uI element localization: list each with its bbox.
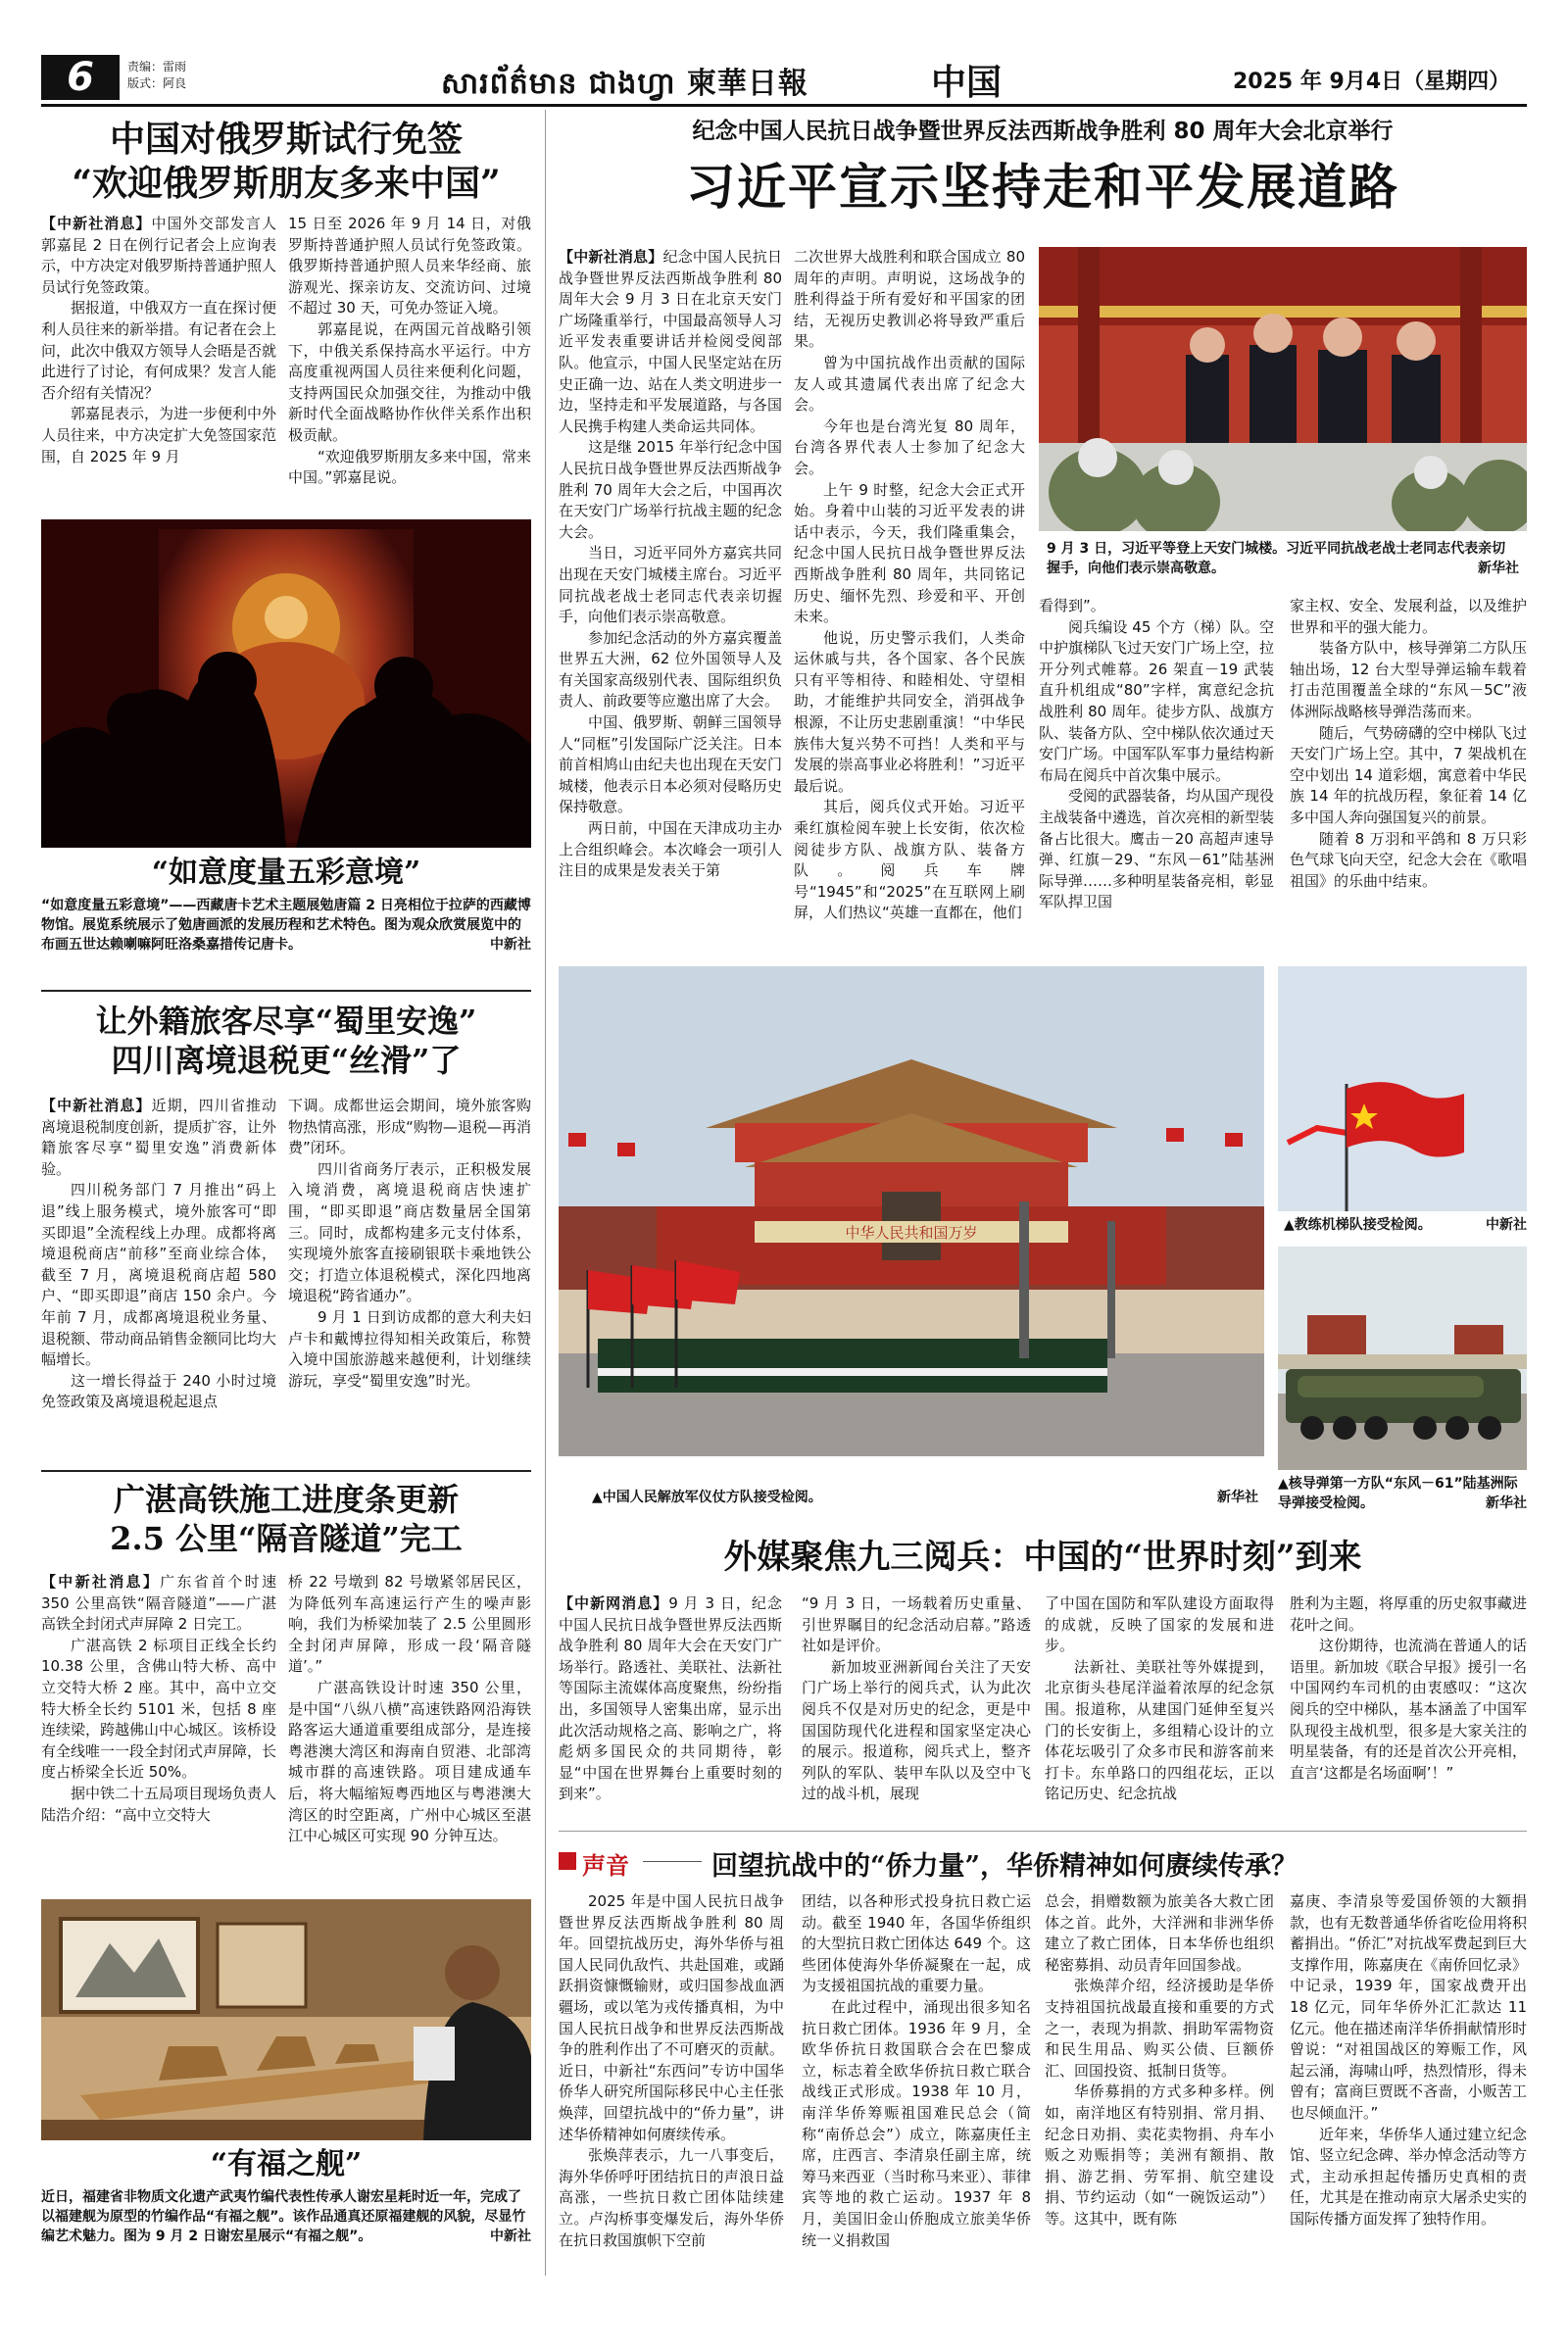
- foreign-col4: 胜利为主题，将厚重的历史叙事藏进花叶之间。 这份期待，也流淌在普通人的话语里。新加坡《联合早报》援引一名中国网约车司机的由衷感叹：“这次阅兵的空中梯队，基本涵盖了中国军队现役主战机型，很多是大家关注的明星装备，有的还是首次公开亮相，直言‘这都是名场面啊’！”: [1290, 1594, 1527, 1782]
- foreign-media-headline: 外媒聚焦九三阅兵：中国的“世界时刻”到来: [723, 1538, 1362, 1577]
- parade-credit: 新华社: [1217, 1490, 1258, 1505]
- tax-col1: 【中新社消息】近期，四川省推动离境退税制度创新，提质扩容，让外籍旅客尽享“蜀里安逸”消费新体验。 四川税务部门 7 月推出“码上退”线上服务模式，境外旅客可“即买即退”全流程线上办理。成都将离境退税商店“前移”至商业综合体，截至 7 月，离境退税商店超 580 户、“即买即退”商店 150 余户。今年前 7 月，成都离境退税业务量、退税额、带动商品销售金额同比均大幅增长。 这一增长得益于 240 小时过境免签政策及离境退税起退点: [41, 1097, 276, 1411]
- section-title: 中国: [931, 63, 1003, 103]
- rail-headline: [41, 1480, 531, 1558]
- ship-photo-credit: 中新社: [490, 2229, 531, 2244]
- foreign-col2: “9 月 3 日，一场载着历史重量、引世界瞩目的纪念活动启幕。”路透社如是评价。 新加坡亚洲新闻台关注了天安门广场上举行的阅兵式，认为此次阅兵不仅是对历史的纪念，更是中国国防现代化进程和国家坚定决心的展示。报道称，阅兵式上，整齐列队的军队、装甲车队以及空中飞过的战斗机，展现: [802, 1594, 1031, 1803]
- rail-headline-line2: 2.5 公里“隔音隧道”完工: [110, 1520, 463, 1557]
- visa-col1: 【中新社消息】中国外交部发言人郭嘉昆 2 日在例行记者会上应询表示，中方决定对俄罗斯持普通护照人员试行免签政策。 据报道，中俄双方一直在探讨便利人员往来的新举措。有记者在会上问，此次中俄双方领导人会晤是否就此进行了讨论，有何成果？发言人能否介绍有关情况？ 郭嘉昆表示，为进一步便利中外人员往来，中方决定扩大免签国家范围，自 2025 年 9 月: [41, 215, 276, 466]
- page-number: 6: [41, 55, 120, 100]
- layout-line: 版式：阿良: [127, 76, 187, 90]
- rail-col1: 【中新社消息】广东省首个时速 350 公里高铁“隔音隧道”——广湛高铁全封闭式声屏障 2 日完工。 广湛高铁 2 标项目正线全长约 10.38 公里，含佛山特大桥、高中立交特大桥 2 座。其中，高中立交特大桥全长约 5101 米，包括 8 座连续梁，跨越佛山中心城区。该桥设有全线唯一一段全封闭式声屏障，长度占桥梁全长近 50%。 据中铁二十五局项目现场负责人陆浩介绍：“高中立交特大: [41, 1573, 276, 1824]
- rostrum-photo-credit: 新华社: [1478, 561, 1519, 576]
- main-col2: 二次世界大战胜利和联合国成立 80 周年的声明。声明说，这场战争的胜利得益于所有爱好和平国家的团结，无视历史教训必将导致严重后果。 曾为中国抗战作出贡献的国际友人或其遗属代表出席了纪念大会。 今年也是台湾光复 80 周年，台湾各界代表人士参加了纪念大会。 上午 9 时整，纪念大会正式开始。身着中山装的习近平发表的讲话中表示，今天，我们隆重集会，纪念中国人民抗日战争暨世界反法西斯战争胜利 80 周年，共同铭记历史、缅怀先烈、珍爱和平、开创未来。 他说，历史警示我们，人类命运休戚与共，各个国家、各个民族只有平等相待、和睦相处、守望相助，才能维护共同安全，消弭战争根源，不让历史悲剧重演！“中华民族伟大复兴势不可挡！人类和平与发展的崇高事业必将胜利！”习近平最后说。 其后，阅兵仪式开始。习近平乘红旗检阅车驶上长安街，依次检阅徒步方队、战旗方队、装备方队。阅兵车牌号“1945”和“2025”在互联网上刷屏，人们热议“英雄一直都在，他们: [794, 248, 1025, 922]
- thangka-exhibition-photo: [41, 519, 531, 848]
- voice-top-rule: [559, 1831, 1527, 1832]
- rail-headline-line1: 广湛高铁施工进度条更新: [113, 1481, 459, 1518]
- voice-header: [559, 1842, 1527, 1882]
- parade-photo: [559, 966, 1264, 1456]
- voice-marker: [559, 1852, 576, 1870]
- left-divider-2: [41, 1470, 531, 1472]
- missile-credit: 新华社: [1486, 1495, 1527, 1511]
- tibet-photo-title: “如意度量五彩意境”: [151, 856, 421, 890]
- tax-col2: 下调。成都世运会期间，境外旅客购物热情高涨，形成“购物—退税—再消费”闭环。 四川省商务厅表示，正积极发展入境消费，离境退税商店快速扩围，“即买即退”商店数量居全国第三。同时，成都构建多元支付体系，实现境外旅客直接刷银联卡乘地铁公交；打造立体退税模式，深化四地离境退税“跨省通办”。 9 月 1 日到访成都的意大利夫妇卢卡和戴博拉得知相关政策后，称赞入境中国旅游越来越便利，计划继续游玩，享受“蜀里安逸”时光。: [288, 1097, 531, 1390]
- foreign-col3: 了中国在国防和军队建设方面取得的成就，反映了国家的发展和进步。 法新社、美联社等外媒提到，北京街头巷尾洋溢着浓厚的纪念氛围。报道称，从建国门延伸至复兴门的长安街上，多组精心设计的立体花坛吸引了众多市民和游客前来打卡。东单路口的四组花坛，正以铭记历史、纪念抗战: [1045, 1594, 1274, 1803]
- visa-headline-line1: 中国对俄罗斯试行免签: [109, 119, 463, 160]
- parade-caption: ▲中国人民解放军仪仗方队接受检阅。 新华社: [592, 1490, 1258, 1505]
- flag-photo: [1278, 966, 1527, 1211]
- voice-col1: 2025 年是中国人民抗日战争暨世界反法西斯战争胜利 80 周年。回望抗战历史，海外华侨与祖国人民同仇敌忾、共赴国难，或踊跃捐资慷慨输财，或归国参战血洒疆场，或以笔为戎传播真相，为中国人民抗日战争和世界反法西斯战争的胜利作出了不可磨灭的贡献。近日，中新社“东西问”专访中国华侨华人研究所国际移民中心主任张焕萍，回望抗战中的“侨力量”，讲述华侨精神如何赓续传承。 张焕萍表示，九一八事变后，海外华侨呼吁团结抗日的声浪日益高涨，一些抗日救亡团体陆续建立。卢沟桥事变爆发后，海外华侨在抗日救国旗帜下空前: [559, 1892, 784, 2249]
- vertical-separator: [545, 110, 546, 2276]
- editor-line: 责编：雷雨: [127, 60, 187, 74]
- voice-col3: 总会，捐赠数额为旅美各大救亡团体之首。此外，大洋洲和非洲华侨建立了救亡团体，日本华侨也组织秘密募捐、动员青年回国参战。 张焕萍介绍，经济援助是华侨支持祖国抗战最直接和重要的方式之一，表现为捐款、捐助军需物资和民生用品、购买公债、巨额侨汇、回国投资、抵制日货等。 华侨募捐的方式多种多样。例如，南洋地区有特别捐、常月捐、纪念日劝捐、卖花卖物捐、舟车小贩之劝赈捐等；美洲有额捐、散捐、游艺捐、劳军捐、航空建设捐、节约运动（如“一碗饭运动”）等。这其中，既有陈: [1045, 1892, 1274, 2228]
- tax-headline-line2: 四川离境退税更“丝滑”了: [111, 1042, 462, 1079]
- rostrum-photo-caption: 9 月 3 日，习近平等登上天安门城楼。习近平同抗战老战士老同志代表亲切握手，向他们表示崇高敬意。 新华社: [1047, 541, 1519, 576]
- tax-headline: [41, 1002, 531, 1080]
- left-divider-1: [41, 990, 531, 992]
- voice-col4: 嘉庚、李清泉等爱国侨领的大额捐款，也有无数普通华侨省吃俭用将积蓄捐出。“侨汇”对抗战军费起到巨大支撑作用，陈嘉庚在《南侨回忆录》中记录，1939 年，国家战费开出 18 亿元，同年华侨外汇汇款达 11 亿元。他在描述南洋华侨捐献情形时曾说：“对祖国战区的筹赈工作，风起云涌，海啸山呼，热烈情形，得未曾有；富商巨贾既不吝啬，小贩苦工也尽倾血汗。” 近年来，华侨华人通过建立纪念馆、竖立纪念碑、举办悼念活动等方式，主动承担起传播历史真相的责任，尤其是在推动南京大屠杀史实的国际传播方面发挥了独特作用。: [1290, 1892, 1527, 2228]
- voice-label: 声音: [582, 1852, 629, 1880]
- tibet-photo-credit: 中新社: [490, 937, 531, 953]
- missile-photo: [1278, 1247, 1527, 1470]
- missile-caption: ▲核导弹第一方队“东风－61”陆基洲际导弹接受检阅。 新华社: [1278, 1476, 1527, 1511]
- tibet-photo-caption: “如意度量五彩意境”——西藏唐卡艺术主题展勉唐篇 2 日亮相位于拉萨的西藏博物馆。展览系统展示了勉唐画派的发展历程和艺术特色。图为观众欣赏展览中的布画五世达赖喇嘛阿旺洛桑嘉措传记唐卡。 中新社: [41, 898, 531, 953]
- rostrum-photo: [1039, 247, 1527, 531]
- main-kicker: 纪念中国人民抗日战争暨世界反法西斯战争胜利 80 周年大会北京举行: [692, 119, 1394, 144]
- main-col3: 看得到”。 阅兵编设 45 个方（梯）队。空中护旗梯队飞过天安门广场上空，拉开分列式帷幕。26 架直－19 武装直升机组成“80”字样，寓意纪念抗战胜利 80 周年。徒步方队、战旗方队、装备方队、空中梯队依次通过天安门广场。中国军队军事力量结构新布局在阅兵中首次集中展示。 受阅的武器装备，均从国产现役主战装备中遴选，首次亮相的新型装备占比很大。鹰击－20 高超声速导弹、红旗－29、“东风－61”陆基洲际导弹……多种明星装备亮相，彰显军队捍卫国: [1039, 597, 1274, 911]
- issue-date: 2025 年 9月4日（星期四）: [1233, 70, 1511, 94]
- visa-headline: [41, 118, 531, 206]
- main-col4: 家主权、安全、发展利益，以及维护世界和平的强大能力。 装备方队中，核导弹第二方队压轴出场，12 台大型导弹运输车载着打击范围覆盖全球的“东风－5C”液体洲际战略核导弹浩荡而来。 随后，气势磅礴的空中梯队飞过天安门广场上空。其中，7 架战机在空中划出 14 道彩烟，寓意着中华民族 14 年的抗战历程，象征着 14 亿多中国人奔向强国复兴的前景。 随着 8 万羽和平鸽和 8 万只彩色气球飞向天空，纪念大会在《歌唱祖国》的乐曲中结束。: [1290, 597, 1527, 890]
- foreign-col1: 【中新网消息】9 月 3 日，纪念中国人民抗日战争暨世界反法西斯战争胜利 80 周年大会在天安门广场举行。路透社、美联社、法新社等国际主流媒体高度聚焦，纷纷指出，多国领导人密集出席，显示出此次活动规格之高、影响之广，将彪炳多国民众的共同期待，彰显“中国在世界舞台上重要时刻的到来”。: [559, 1594, 782, 1803]
- newspaper-name: សារព័ត៌មាន ជាងហ្វា 柬華日報: [441, 67, 808, 101]
- voice-rule-left: [643, 1861, 702, 1862]
- gate-sign: 中华人民共和国万岁: [845, 1224, 978, 1242]
- ship-photo-title: “有福之舰”: [210, 2147, 363, 2181]
- masthead-rule: [41, 104, 1527, 107]
- voice-headline: 回望抗战中的“侨力量”，华侨精神如何赓续传承？: [711, 1851, 1298, 1882]
- visa-headline-line2: “欢迎俄罗斯朋友多来中国”: [72, 163, 501, 204]
- ship-photo-caption: 近日，福建省非物质文化遗产武夷竹编代表性传承人谢宏星耗时近一年，完成了以福建舰为原型的竹编作品“有福之舰”。该作品通真还原福建舰的风貌，尽显竹编艺术魅力。图为 9 月 2 日谢宏星展示“有福之舰”。 中新社: [41, 2189, 531, 2244]
- main-col1: 【中新社消息】纪念中国人民抗日战争暨世界反法西斯战争胜利 80 周年大会 9 月 3 日在北京天安门广场隆重举行，中国最高领导人习近平发表重要讲话并检阅受阅部队。他宣示，中国人民坚定站在历史正确一边、站在人类文明进步一边，坚持走和平发展道路，与各国人民携手构建人类命运共同体。 这是继 2015 年举行纪念中国人民抗日战争暨世界反法西斯战争胜利 70 周年大会之后，中国再次在天安门广场举行抗战主题的纪念大会。 当日，习近平同外方嘉宾共同出现在天安门城楼主席台。习近平同抗战老战士老同志代表亲切握手，向他们表示崇高敬意。 参加纪念活动的外方嘉宾覆盖世界五大洲，62 位外国领导人及有关国家高级别代表、国际组织负责人、前政要等应邀出席了大会。 中国、俄罗斯、朝鲜三国领导人“同框”引发国际广泛关注。日本前首相鸠山由纪夫也出现在天安门城楼，他表示日本必须对侵略历史保持敬意。 两日前，中国在天津成功主办上合组织峰会。本次峰会一项引人注目的成果是发表关于第: [559, 248, 782, 880]
- editor-credits: [127, 59, 186, 92]
- rail-col2: 桥 22 号墩到 82 号墩紧邻居民区，为降低列车高速运行产生的噪声影响，我们为桥梁加装了 2.5 公里圆形全封闭声屏障，形成一段‘隔音隧道’。” 广湛高铁设计时速 350 公里，是中国“八纵八横”高速铁路网沿海铁路客运大通道重要组成部分，是连接粤港澳大湾区和海南自贸港、北部湾城市群的高速铁路。项目建成通车后，将大幅缩短粤西地区与粤港澳大湾区的时空距离，广州中心城区至湛江中心城区可实现 90 分钟互达。: [288, 1573, 531, 1845]
- visa-col2: 15 日至 2026 年 9 月 14 日，对俄罗斯持普通护照人员试行免签政策。俄罗斯持普通护照人员来华经商、旅游观光、探亲访友、交流访问、过境不超过 30 天，可免办签证入境。 郭嘉昆说，在两国元首战略引领下，中俄关系保持高水平运行。中方高度重视两国人员往来便利化问题，支持两国民众加强交往，为推动中俄新时代全面战略协作伙伴关系作出积极贡献。 “欢迎俄罗斯朋友多来中国，常来中国。”郭嘉昆说。: [288, 215, 531, 487]
- tax-headline-line1: 让外籍旅客尽享“蜀里安逸”: [95, 1003, 477, 1040]
- flag-credit: 中新社: [1486, 1217, 1527, 1233]
- voice-col2: 团结，以各种形式投身抗日救亡运动。截至 1940 年，各国华侨组织的大型抗日救亡团体达 649 个。这些团体使海外华侨凝聚在一起，成为支援祖国抗战的重要力量。 在此过程中，涌现出很多知名抗日救亡团体。1936 年 9 月，全欧华侨抗日救国联合会在巴黎成立，标志着全欧华侨抗日救亡联合战线正式形成。1938 年 10 月，南洋华侨筹赈祖国难民总会（简称“南侨总会”）成立，陈嘉庚任主席，庄西言、李清泉任副主席，统筹马来西亚（当时称马来亚）、菲律宾等地的救亡运动。1937 年 8 月，美国旧金山侨胞成立旅美华侨统一义捐救国: [802, 1892, 1031, 2249]
- bamboo-ship-photo: [41, 1899, 531, 2140]
- flag-caption: ▲教练机梯队接受检阅。 中新社: [1284, 1217, 1527, 1233]
- main-headline: 习近平宣示坚持走和平发展道路: [686, 159, 1399, 216]
